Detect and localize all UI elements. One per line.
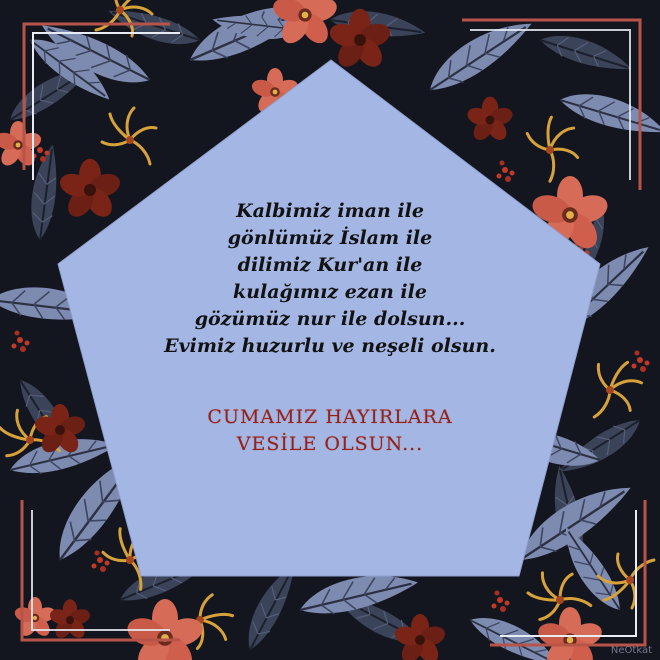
blessing-line: CUMAMIZ HAYIRLARA	[207, 406, 453, 428]
poem-line: dilimiz Kur'an ile	[237, 254, 423, 276]
blessing-line: VESİLE OLSUN...	[236, 433, 424, 455]
poem-line: Kalbimiz iman ile	[236, 200, 424, 222]
poem-line: gözümüz nur ile dolsun...	[194, 308, 466, 330]
poem-line: gönlümüz İslam ile	[227, 227, 433, 249]
blessing-text	[120, 404, 540, 458]
poem-line: Evimiz huzurlu ve neşeli olsun.	[164, 335, 496, 357]
watermark: NeOtkat	[610, 645, 652, 656]
poem-line: kulağımız ezan ile	[233, 281, 427, 303]
poem-text	[130, 198, 530, 360]
